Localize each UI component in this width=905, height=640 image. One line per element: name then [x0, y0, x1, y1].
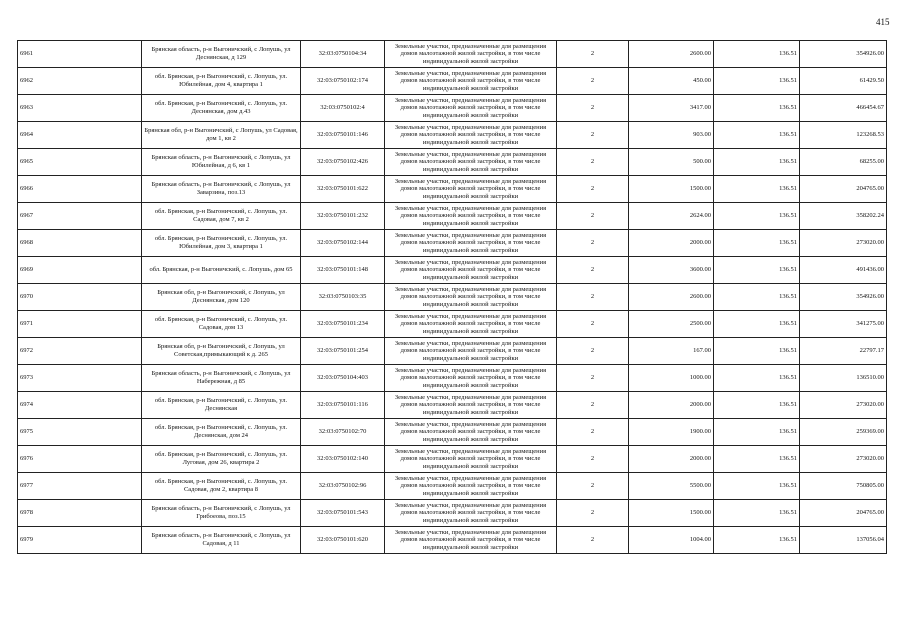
address-cell: обл. Брянская, р-н Выгоничский, с. Лопушь, ул. Садовая, дом 7, кв 2 — [142, 203, 301, 230]
cadastral-rate-cell: 136.51 — [714, 176, 800, 203]
category-cell: 2 — [557, 500, 629, 527]
table-row — [18, 41, 887, 68]
cadastral-number-cell: 32:03:0750102:426 — [301, 149, 385, 176]
cadastral-rate-cell: 136.51 — [714, 284, 800, 311]
cadastral-rate-cell: 136.51 — [714, 41, 800, 68]
category-cell: 2 — [557, 311, 629, 338]
row-number-cell: 6963 — [18, 95, 142, 122]
table-row — [18, 311, 887, 338]
area-cell: 2000.00 — [629, 392, 714, 419]
cadastral-number-cell: 32:03:0750101:146 — [301, 122, 385, 149]
area-cell: 1500.00 — [629, 176, 714, 203]
row-number-cell: 6962 — [18, 68, 142, 95]
table-row — [18, 176, 887, 203]
cadastral-value-cell: 22797.17 — [800, 338, 887, 365]
address-cell: Брянская область, р-н Выгоничский, с Лопушь, ул Деснянская, д 129 — [142, 41, 301, 68]
cadastral-value-cell: 273020.00 — [800, 446, 887, 473]
cadastral-number-cell: 32:03:0750101:622 — [301, 176, 385, 203]
address-cell: Брянская обл, р-н Выгоничский, с Лопушь, ул Деснянская, дом 120 — [142, 284, 301, 311]
cadastral-number-cell: 32:03:0750101:254 — [301, 338, 385, 365]
permitted-use-cell: Земельные участки, предназначенные для размещения домов малоэтажной жилой застройки, в том числе индивидуальной жилой застройки — [385, 311, 557, 338]
row-number-cell: 6965 — [18, 149, 142, 176]
cadastral-rate-cell: 136.51 — [714, 203, 800, 230]
address-cell: Брянская обл, р-н Выгоничский, с Лопушь, ул Садовая, дом 1, кв 2 — [142, 122, 301, 149]
address-cell: Брянская область, р-н Выгоничский, с Лопушь, ул Юбилейная, д 6, кв 1 — [142, 149, 301, 176]
address-cell: Брянская область, р-н Выгоничский, с Лопушь, ул Садовая, д 11 — [142, 527, 301, 554]
cadastral-number-cell: 32:03:0750102:70 — [301, 419, 385, 446]
permitted-use-cell: Земельные участки, предназначенные для размещения домов малоэтажной жилой застройки, в том числе индивидуальной жилой застройки — [385, 527, 557, 554]
address-cell: Брянская область, р-н Выгоничский, с Лопушь, ул Заварзина, поз.13 — [142, 176, 301, 203]
cadastral-value-cell: 68255.00 — [800, 149, 887, 176]
cadastral-value-cell: 204765.00 — [800, 176, 887, 203]
cadastral-rate-cell: 136.51 — [714, 311, 800, 338]
area-cell: 1500.00 — [629, 500, 714, 527]
cadastral-value-cell: 123268.53 — [800, 122, 887, 149]
area-cell: 1000.00 — [629, 365, 714, 392]
cadastral-rate-cell: 136.51 — [714, 446, 800, 473]
cadastral-value-cell: 354926.00 — [800, 284, 887, 311]
cadastral-number-cell: 32:03:0750101:620 — [301, 527, 385, 554]
cadastral-rate-cell: 136.51 — [714, 365, 800, 392]
permitted-use-cell: Земельные участки, предназначенные для размещения домов малоэтажной жилой застройки, в том числе индивидуальной жилой застройки — [385, 446, 557, 473]
cadastral-value-cell: 750805.00 — [800, 473, 887, 500]
row-number-cell: 6972 — [18, 338, 142, 365]
cadastral-rate-cell: 136.51 — [714, 527, 800, 554]
cadastral-rate-cell: 136.51 — [714, 338, 800, 365]
cadastral-value-cell: 341275.00 — [800, 311, 887, 338]
area-cell: 500.00 — [629, 149, 714, 176]
area-cell: 1900.00 — [629, 419, 714, 446]
area-cell: 5500.00 — [629, 473, 714, 500]
category-cell: 2 — [557, 365, 629, 392]
area-cell: 2500.00 — [629, 311, 714, 338]
category-cell: 2 — [557, 392, 629, 419]
address-cell: Брянская область, р-н Выгоничский, с Лопушь, ул Набережная, д 85 — [142, 365, 301, 392]
permitted-use-cell: Земельные участки, предназначенные для размещения домов малоэтажной жилой застройки, в том числе индивидуальной жилой застройки — [385, 284, 557, 311]
address-cell: обл. Брянская, р-н Выгоничский, с. Лопушь, ул. Садовая, дом 2, квартира 8 — [142, 473, 301, 500]
row-number-cell: 6976 — [18, 446, 142, 473]
category-cell: 2 — [557, 230, 629, 257]
table-row — [18, 473, 887, 500]
category-cell: 2 — [557, 473, 629, 500]
cadastral-number-cell: 32:03:0750102:140 — [301, 446, 385, 473]
cadastral-rate-cell: 136.51 — [714, 500, 800, 527]
area-cell: 2000.00 — [629, 230, 714, 257]
cadastral-number-cell: 32:03:0750102:96 — [301, 473, 385, 500]
category-cell: 2 — [557, 176, 629, 203]
row-number-cell: 6975 — [18, 419, 142, 446]
cadastral-number-cell: 32:03:0750102:174 — [301, 68, 385, 95]
row-number-cell: 6969 — [18, 257, 142, 284]
permitted-use-cell: Земельные участки, предназначенные для размещения домов малоэтажной жилой застройки, в том числе индивидуальной жилой застройки — [385, 41, 557, 68]
cadastral-value-cell: 259369.00 — [800, 419, 887, 446]
address-cell: обл. Брянская, р-н Выгоничский, с. Лопушь, ул. Луговая, дом 26, квартира 2 — [142, 446, 301, 473]
cadastral-rate-cell: 136.51 — [714, 419, 800, 446]
table-body — [18, 41, 887, 554]
permitted-use-cell: Земельные участки, предназначенные для размещения домов малоэтажной жилой застройки, в том числе индивидуальной жилой застройки — [385, 122, 557, 149]
permitted-use-cell: Земельные участки, предназначенные для размещения домов малоэтажной жилой застройки, в том числе индивидуальной жилой застройки — [385, 68, 557, 95]
cadastral-value-cell: 204765.00 — [800, 500, 887, 527]
category-cell: 2 — [557, 68, 629, 95]
cadastral-number-cell: 32:03:0750101:232 — [301, 203, 385, 230]
row-number-cell: 6968 — [18, 230, 142, 257]
address-cell: Брянская область, р-н Выгоничский, с Лопушь, ул Грибоеова, поз.15 — [142, 500, 301, 527]
permitted-use-cell: Земельные участки, предназначенные для размещения домов малоэтажной жилой застройки, в том числе индивидуальной жилой застройки — [385, 500, 557, 527]
address-cell: обл. Брянская, р-н Выгоничский, с. Лопушь, ул. Садовая, дом 13 — [142, 311, 301, 338]
cadastral-rate-cell: 136.51 — [714, 230, 800, 257]
row-number-cell: 6967 — [18, 203, 142, 230]
row-number-cell: 6974 — [18, 392, 142, 419]
category-cell: 2 — [557, 446, 629, 473]
permitted-use-cell: Земельные участки, предназначенные для размещения домов малоэтажной жилой застройки, в том числе индивидуальной жилой застройки — [385, 392, 557, 419]
permitted-use-cell: Земельные участки, предназначенные для размещения домов малоэтажной жилой застройки, в том числе индивидуальной жилой застройки — [385, 365, 557, 392]
address-cell: обл. Брянская, р-н Выгоничский, с. Лопушь, ул. Деснянская, дом 24 — [142, 419, 301, 446]
cadastral-rate-cell: 136.51 — [714, 122, 800, 149]
address-cell: обл. Брянская, р-н Выгоничский, с. Лопушь, дом 65 — [142, 257, 301, 284]
cadastral-number-cell: 32:03:0750102:4 — [301, 95, 385, 122]
row-number-cell: 6971 — [18, 311, 142, 338]
table-row — [18, 284, 887, 311]
permitted-use-cell: Земельные участки, предназначенные для размещения домов малоэтажной жилой застройки, в том числе индивидуальной жилой застройки — [385, 230, 557, 257]
category-cell: 2 — [557, 338, 629, 365]
cadastral-value-cell: 137056.04 — [800, 527, 887, 554]
cadastral-rate-cell: 136.51 — [714, 95, 800, 122]
row-number-cell: 6978 — [18, 500, 142, 527]
table-row — [18, 446, 887, 473]
category-cell: 2 — [557, 257, 629, 284]
permitted-use-cell: Земельные участки, предназначенные для размещения домов малоэтажной жилой застройки, в том числе индивидуальной жилой застройки — [385, 149, 557, 176]
permitted-use-cell: Земельные участки, предназначенные для размещения домов малоэтажной жилой застройки, в том числе индивидуальной жилой застройки — [385, 203, 557, 230]
category-cell: 2 — [557, 419, 629, 446]
row-number-cell: 6970 — [18, 284, 142, 311]
cadastral-rate-cell: 136.51 — [714, 68, 800, 95]
table-row — [18, 365, 887, 392]
permitted-use-cell: Земельные участки, предназначенные для размещения домов малоэтажной жилой застройки, в том числе индивидуальной жилой застройки — [385, 338, 557, 365]
permitted-use-cell: Земельные участки, предназначенные для размещения домов малоэтажной жилой застройки, в том числе индивидуальной жилой застройки — [385, 473, 557, 500]
permitted-use-cell: Земельные участки, предназначенные для размещения домов малоэтажной жилой застройки, в том числе индивидуальной жилой застройки — [385, 176, 557, 203]
cadastral-value-cell: 358202.24 — [800, 203, 887, 230]
area-cell: 450.00 — [629, 68, 714, 95]
cadastral-rate-cell: 136.51 — [714, 149, 800, 176]
category-cell: 2 — [557, 122, 629, 149]
category-cell: 2 — [557, 284, 629, 311]
cadastral-value-cell: 136510.00 — [800, 365, 887, 392]
page-number: 415 — [876, 17, 890, 27]
cadastral-value-cell: 466454.67 — [800, 95, 887, 122]
area-cell: 2624.00 — [629, 203, 714, 230]
cadastral-number-cell: 32:03:0750104:34 — [301, 41, 385, 68]
area-cell: 3417.00 — [629, 95, 714, 122]
area-cell: 903.00 — [629, 122, 714, 149]
address-cell: Брянская обл, р-н Выгоничский, с Лопушь, ул Советская,примыкающий к д. 265 — [142, 338, 301, 365]
category-cell: 2 — [557, 41, 629, 68]
address-cell: обл. Брянская, р-н Выгоничский, с. Лопушь, ул. Деснянская, дом д.43 — [142, 95, 301, 122]
permitted-use-cell: Земельные участки, предназначенные для размещения домов малоэтажной жилой застройки, в том числе индивидуальной жилой застройки — [385, 419, 557, 446]
permitted-use-cell: Земельные участки, предназначенные для размещения домов малоэтажной жилой застройки, в том числе индивидуальной жилой застройки — [385, 95, 557, 122]
row-number-cell: 6977 — [18, 473, 142, 500]
table-row — [18, 500, 887, 527]
table-row — [18, 392, 887, 419]
cadastral-number-cell: 32:03:0750102:144 — [301, 230, 385, 257]
category-cell: 2 — [557, 527, 629, 554]
cadastral-value-cell: 273020.00 — [800, 230, 887, 257]
address-cell: обл. Брянская, р-н Выгоничский, с. Лопушь, ул. Деснянская — [142, 392, 301, 419]
table-row — [18, 122, 887, 149]
category-cell: 2 — [557, 203, 629, 230]
table-row — [18, 230, 887, 257]
permitted-use-cell: Земельные участки, предназначенные для размещения домов малоэтажной жилой застройки, в том числе индивидуальной жилой застройки — [385, 257, 557, 284]
category-cell: 2 — [557, 149, 629, 176]
area-cell: 3600.00 — [629, 257, 714, 284]
row-number-cell: 6964 — [18, 122, 142, 149]
cadastral-rate-cell: 136.51 — [714, 257, 800, 284]
land-registry-table — [17, 40, 887, 554]
cadastral-value-cell: 354926.00 — [800, 41, 887, 68]
area-cell: 167.00 — [629, 338, 714, 365]
cadastral-number-cell: 32:03:0750103:35 — [301, 284, 385, 311]
table-row — [18, 68, 887, 95]
table-row — [18, 95, 887, 122]
table-row — [18, 527, 887, 554]
table-row — [18, 257, 887, 284]
table-row — [18, 419, 887, 446]
row-number-cell: 6961 — [18, 41, 142, 68]
address-cell: обл. Брянская, р-н Выгоничский, с. Лопушь, ул. Юбилейная, дом 4, квартира 1 — [142, 68, 301, 95]
table-row — [18, 203, 887, 230]
row-number-cell: 6966 — [18, 176, 142, 203]
cadastral-rate-cell: 136.51 — [714, 392, 800, 419]
cadastral-number-cell: 32:03:0750104:403 — [301, 365, 385, 392]
cadastral-number-cell: 32:03:0750101:543 — [301, 500, 385, 527]
cadastral-value-cell: 61429.50 — [800, 68, 887, 95]
cadastral-number-cell: 32:03:0750101:148 — [301, 257, 385, 284]
cadastral-number-cell: 32:03:0750101:234 — [301, 311, 385, 338]
cadastral-value-cell: 491436.00 — [800, 257, 887, 284]
table-row — [18, 149, 887, 176]
area-cell: 2000.00 — [629, 446, 714, 473]
cadastral-value-cell: 273020.00 — [800, 392, 887, 419]
area-cell: 1004.00 — [629, 527, 714, 554]
category-cell: 2 — [557, 95, 629, 122]
table-row — [18, 338, 887, 365]
area-cell: 2600.00 — [629, 284, 714, 311]
row-number-cell: 6979 — [18, 527, 142, 554]
cadastral-rate-cell: 136.51 — [714, 473, 800, 500]
row-number-cell: 6973 — [18, 365, 142, 392]
cadastral-number-cell: 32:03:0750101:116 — [301, 392, 385, 419]
address-cell: обл. Брянская, р-н Выгоничский, с. Лопушь, ул. Юбилейная, дом 3, квартира 1 — [142, 230, 301, 257]
area-cell: 2600.00 — [629, 41, 714, 68]
